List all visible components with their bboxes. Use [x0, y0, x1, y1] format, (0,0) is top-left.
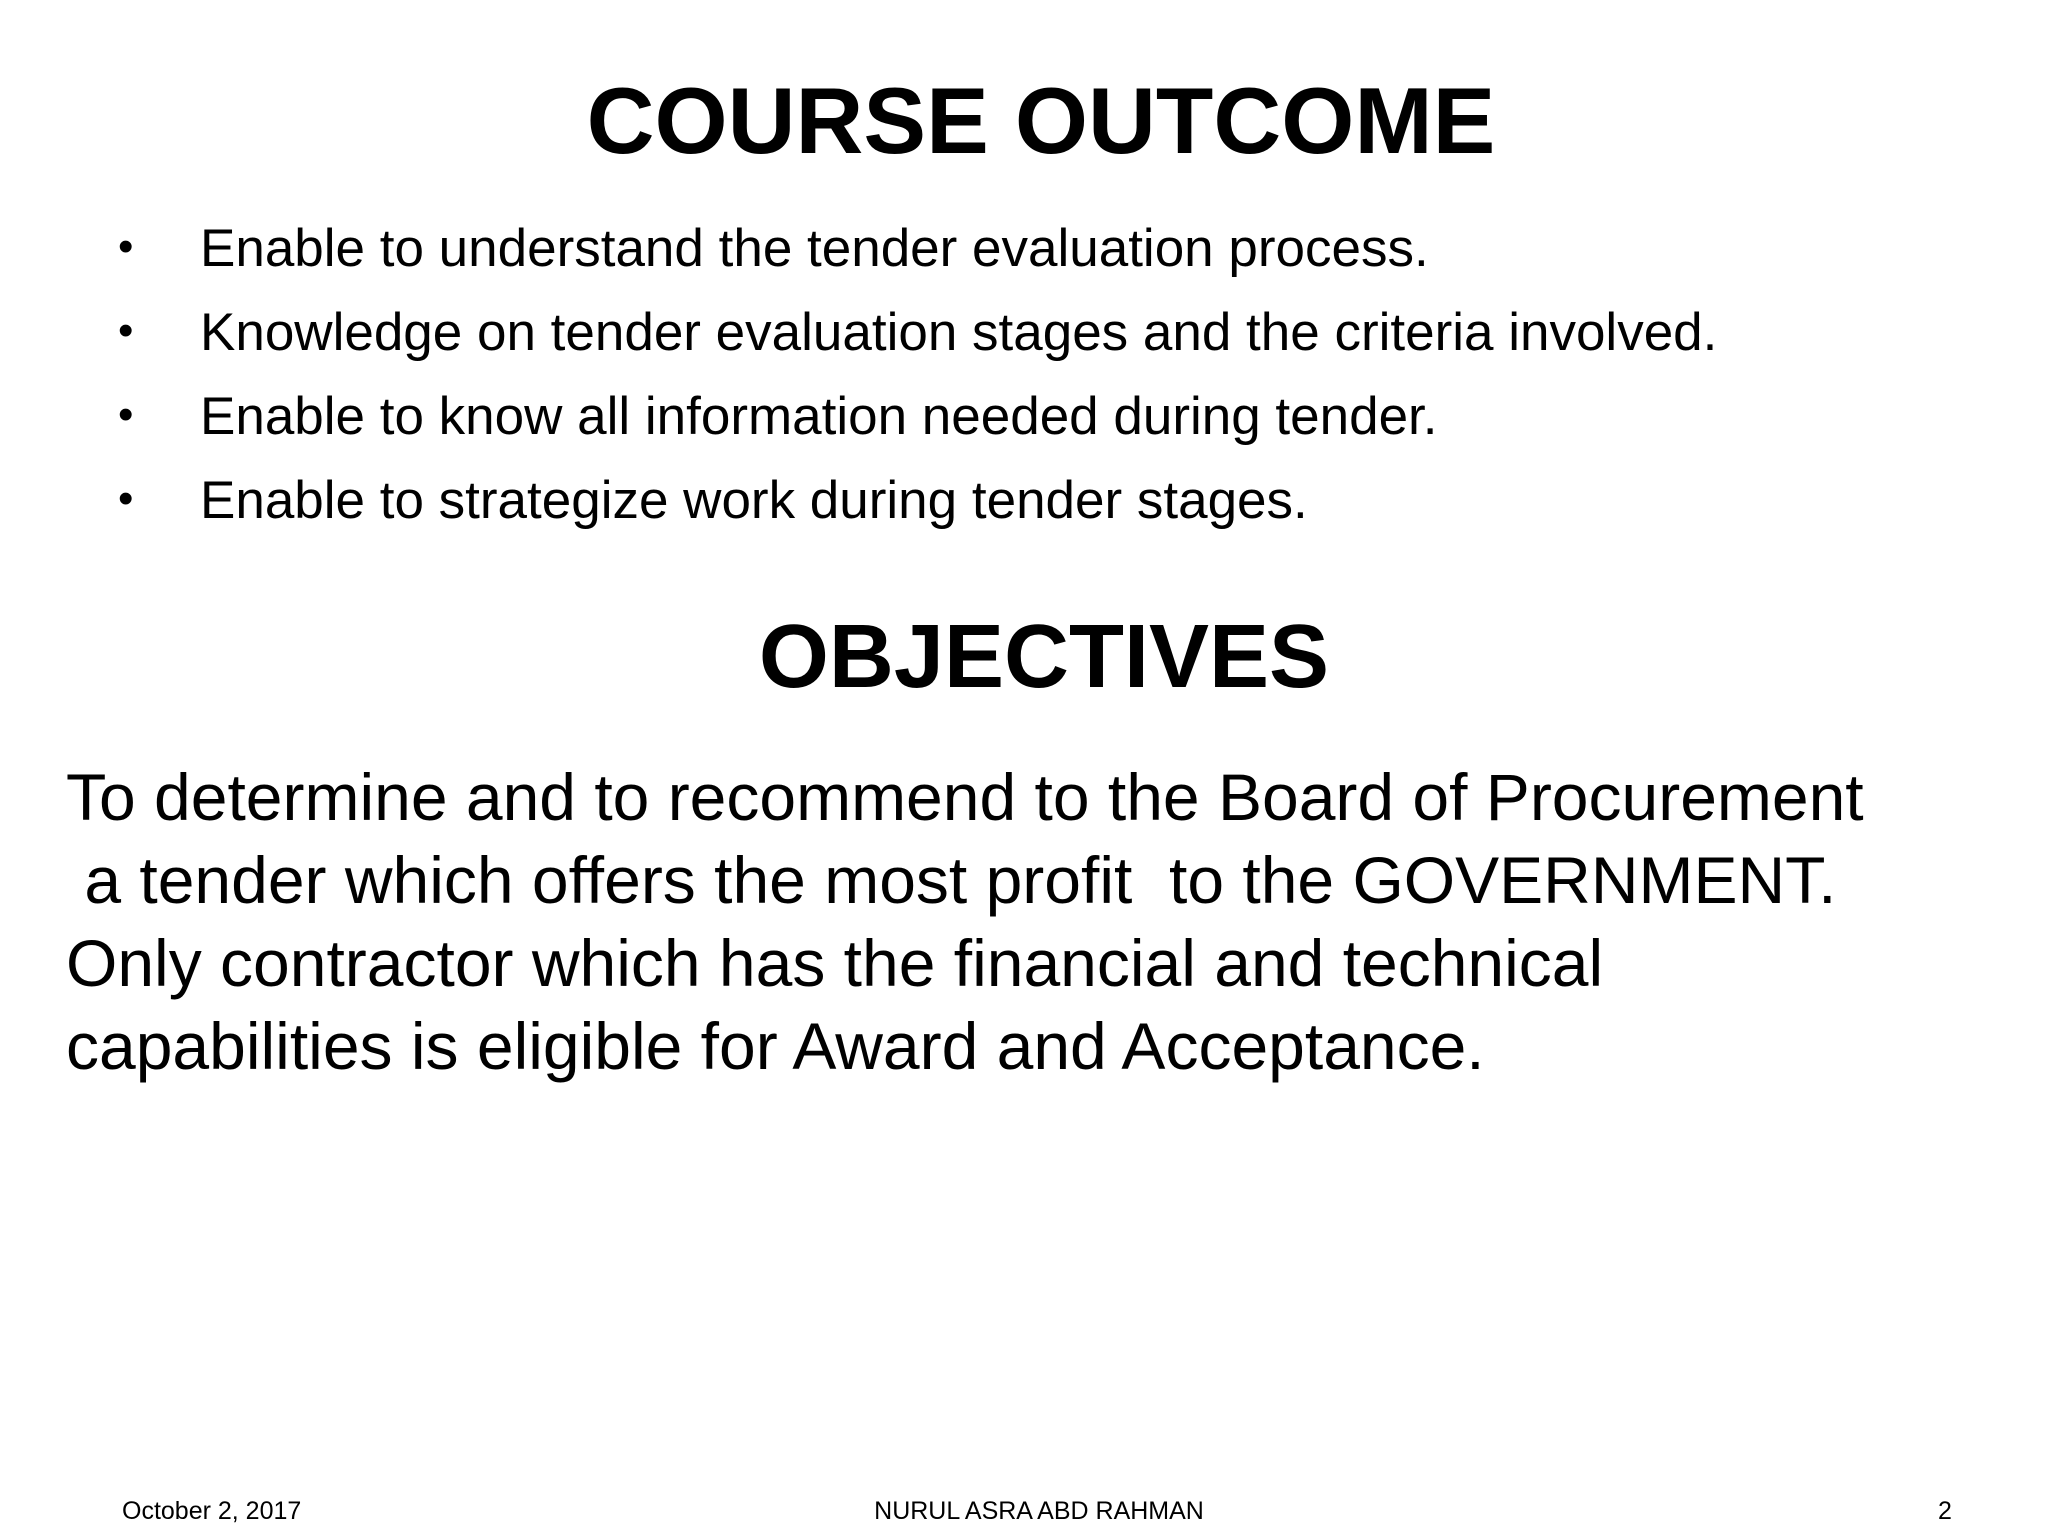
course-outcome-text: Enable to strategize work during tender stages.: [200, 471, 1308, 530]
course-outcome-title: COURSE OUTCOME: [586, 68, 1496, 173]
course-outcome-text: Enable to know all information needed during tender.: [200, 387, 1438, 446]
objectives-line: To determine and to recommend to the Board of Procurement: [66, 760, 1864, 834]
objectives-line: capabilities is eligible for Award and Acceptance.: [66, 1009, 1485, 1083]
course-outcome-item: [118, 298, 1998, 382]
bullet-icon: •: [118, 390, 134, 439]
objectives-line: Only contractor which has the financial and technical: [66, 926, 1604, 1000]
bullet-icon: •: [118, 222, 134, 271]
footer-date: October 2, 2017: [122, 1497, 302, 1525]
course-outcome-item: [118, 382, 1998, 466]
page-number: 2: [1938, 1497, 1952, 1525]
bullet-icon: •: [118, 306, 134, 355]
course-outcome-item: [118, 214, 1998, 298]
footer-author: NURUL ASRA ABD RAHMAN: [874, 1497, 1204, 1525]
objectives-title: OBJECTIVES: [758, 607, 1330, 707]
bullet-icon: •: [118, 474, 134, 523]
course-outcome-text: Knowledge on tender evaluation stages and the criteria involved.: [200, 303, 1718, 362]
course-outcome-item: [118, 466, 1998, 550]
course-outcome-list: [118, 214, 1998, 550]
objectives-line: a tender which offers the most profit to the GOVERNMENT.: [66, 843, 1837, 917]
course-outcome-text: Enable to understand the tender evaluation process.: [200, 219, 1429, 278]
objectives-paragraph: [66, 756, 1996, 1088]
